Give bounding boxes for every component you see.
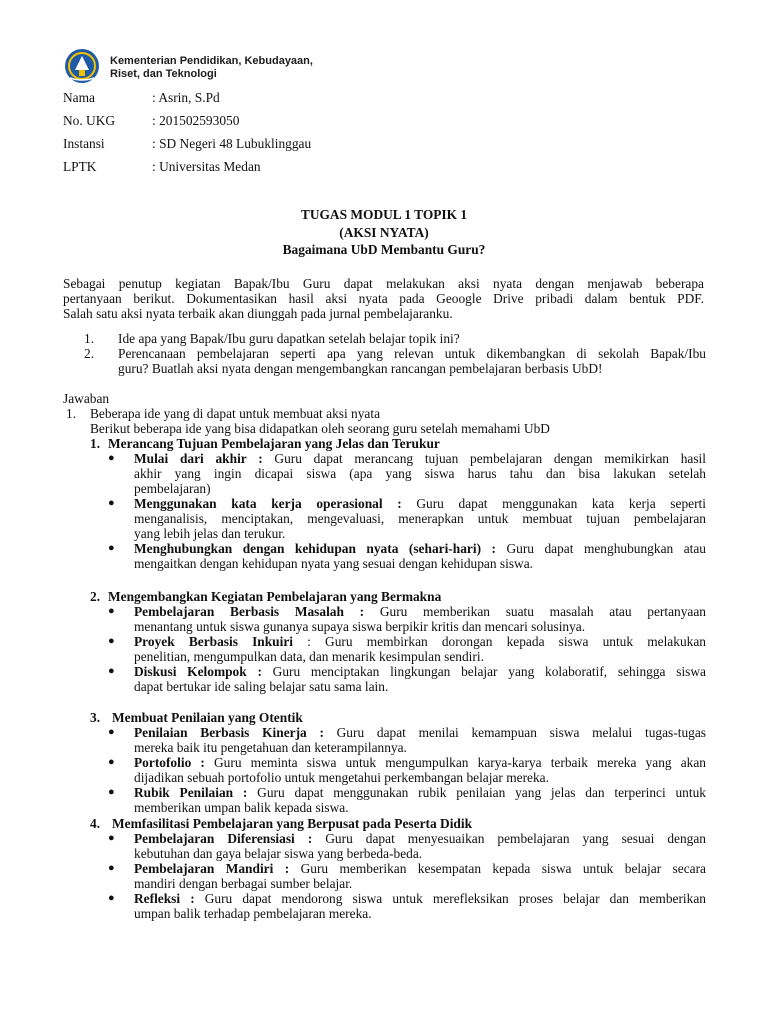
identity-key: Nama xyxy=(63,90,95,105)
bullet-icon: ● xyxy=(108,452,115,464)
bullet-icon: ● xyxy=(108,635,115,647)
question-list xyxy=(84,331,706,376)
kemendikbud-logo xyxy=(62,48,102,84)
title-line-3: Bagaimana UbD Membantu Guru? xyxy=(282,242,486,257)
section-title: Mengembangkan Kegiatan Pembelajaran yang Bermakna xyxy=(108,589,442,604)
bullet-icon: ● xyxy=(108,605,115,617)
list-item xyxy=(108,664,706,694)
intro-line: pertanyaan berikut. Dokumentasikan hasil aksi nyata pada Geoogle Drive pribadi dalam bentuk PDF. xyxy=(63,291,704,306)
bullet-term: Diskusi Kelompok : xyxy=(134,664,262,679)
bullet-text: penelitian, mengumpulkan data, dan menarik kesimpulan sendiri. xyxy=(134,649,484,664)
bullet-list xyxy=(108,604,706,694)
intro-paragraph xyxy=(63,276,704,321)
bullet-text: Guru dapat mendorong siswa untuk merefleksikan proses belajar dan memberikan xyxy=(194,891,706,906)
answer-label: Jawaban xyxy=(63,391,110,406)
identity-row xyxy=(63,90,311,113)
bullet-term: Pembelajaran Berbasis Masalah : xyxy=(134,604,365,619)
identity-table xyxy=(63,90,311,182)
answer-text: Beberapa ide yang di dapat untuk membuat aksi nyata xyxy=(90,406,381,421)
bullet-term: Penilaian Berbasis Kinerja : xyxy=(134,725,324,740)
ministry-line-1: Kementerian Pendidikan, Kebudayaan, xyxy=(110,55,313,67)
section-title: Merancang Tujuan Pembelajaran yang Jelas dan Terukur xyxy=(108,436,440,451)
identity-key: LPTK xyxy=(63,159,97,174)
bullet-list xyxy=(108,725,706,815)
intro-line: Salah satu aksi nyata terbaik akan diunggah pada jurnal pembelajaranku. xyxy=(63,306,453,321)
section-number: 3. xyxy=(90,710,101,725)
list-item xyxy=(108,725,706,755)
identity-row xyxy=(63,113,311,136)
section-number: 4. xyxy=(90,816,101,831)
question-number: 1. xyxy=(84,331,95,346)
bullet-text: Guru memberikan kesempatan kepada siswa untuk belajar secara xyxy=(289,861,707,876)
section-heading xyxy=(90,436,440,451)
list-item xyxy=(108,496,706,541)
bullet-text: akhir yang ingin dicapai siswa (apa yang siswa harus tahu dan bisa lakukan setelah xyxy=(134,466,706,481)
list-item xyxy=(108,541,706,571)
identity-row xyxy=(63,159,311,182)
section-number: 1. xyxy=(90,436,101,451)
bullet-icon: ● xyxy=(108,786,115,798)
identity-value: : Asrin, S.Pd xyxy=(152,90,220,105)
section-heading xyxy=(90,710,303,725)
section-title: Membuat Penilaian yang Otentik xyxy=(112,710,303,725)
list-item xyxy=(108,891,706,921)
bullet-text: Guru dapat menggunakan rubik penilaian yang jelas dan terperinci untuk xyxy=(247,785,706,800)
answer-number: 1. xyxy=(66,406,77,421)
question-text: Perencanaan pembelajaran seperti apa yang relevan untuk dikembangkan di sekolah Bapak/Ibu xyxy=(118,346,706,361)
bullet-term: Menggunakan kata kerja operasional : xyxy=(134,496,402,511)
bullet-text: pembelajaran) xyxy=(134,481,211,496)
bullet-icon: ● xyxy=(108,665,115,677)
bullet-icon: ● xyxy=(108,832,115,844)
bullet-text: Guru memberikan suatu masalah atau pertanyaan xyxy=(364,604,706,619)
bullet-text: yang lebih jelas dan terukur. xyxy=(134,526,286,541)
document-title xyxy=(0,207,768,260)
bullet-term: Mulai dari akhir : xyxy=(134,451,263,466)
section-heading xyxy=(90,589,441,604)
question-number: 2. xyxy=(84,346,95,361)
bullet-term: Pembelajaran Diferensiasi : xyxy=(134,831,313,846)
bullet-term: Pembelajaran Mandiri : xyxy=(134,861,290,876)
bullet-text: Guru menciptakan lingkungan belajar yang kolaboratif, sehingga siswa xyxy=(261,664,706,679)
bullet-list xyxy=(108,831,706,921)
bullet-text: memberikan umpan balik kepada siswa. xyxy=(134,800,349,815)
intro-line: Sebagai penutup kegiatan Bapak/Ibu Guru dapat melakukan aksi nyata dengan menjawab beberapa xyxy=(63,276,704,291)
bullet-icon: ● xyxy=(108,756,115,768)
bullet-icon: ● xyxy=(108,862,115,874)
identity-key: Instansi xyxy=(63,136,105,151)
question-item xyxy=(84,346,706,376)
bullet-text: Guru dapat menilai kemampuan siswa melalui tugas-tugas xyxy=(323,725,706,740)
list-item xyxy=(108,634,706,664)
bullet-text: Guru dapat merancang tujuan pembelajaran dengan memikirkan hasil xyxy=(262,451,706,466)
bullet-icon: ● xyxy=(108,892,115,904)
answer-item xyxy=(66,406,380,421)
bullet-text: Guru dapat menggunakan kata kerja seperti xyxy=(401,496,706,511)
section-number: 2. xyxy=(90,589,101,604)
list-item xyxy=(108,755,706,785)
bullet-text: menganalisis, menciptakan, mengevaluasi, menerapkan untuk membuat tujuan pembelajaran xyxy=(134,511,706,526)
question-item xyxy=(84,331,706,346)
bullet-term: Rubik Penilaian : xyxy=(134,785,248,800)
section-heading xyxy=(90,816,472,831)
question-text: Ide apa yang Bapak/Ibu guru dapatkan setelah belajar topik ini? xyxy=(118,331,460,346)
title-line-1: TUGAS MODUL 1 TOPIK 1 xyxy=(300,207,468,222)
bullet-term: Proyek Berbasis Inkuiri xyxy=(134,634,294,649)
bullet-text: Guru dapat menyesuaikan pembelajaran yang sesuai dengan xyxy=(312,831,706,846)
title-line-2: (AKSI NYATA) xyxy=(339,224,429,240)
bullet-text: menantang untuk siswa gunanya supaya siswa berpikir kritis dan mencari solusinya. xyxy=(134,619,586,634)
list-item xyxy=(108,785,706,815)
bullet-text: dapat bertukar ide saling belajar satu sama lain. xyxy=(134,679,389,694)
bullet-icon: ● xyxy=(108,726,115,738)
bullet-text: dijadikan sebuah portofolio untuk mengetahui perkembangan belajar mereka. xyxy=(134,770,549,785)
bullet-text: umpan balik terhadap pembelajaran mereka. xyxy=(134,906,372,921)
bullet-text: mandiri dengan berbagai sumber belajar. xyxy=(134,876,353,891)
identity-key: No. UKG xyxy=(63,113,116,128)
bullet-text: mereka baik itu pengetahuan dan keterampilannya. xyxy=(134,740,407,755)
list-item xyxy=(108,451,706,496)
identity-value: : Universitas Medan xyxy=(152,159,261,174)
bullet-term: Portofolio : xyxy=(134,755,205,770)
identity-value: : 201502593050 xyxy=(152,113,240,128)
bullet-icon: ● xyxy=(108,497,115,509)
bullet-text: mengaitkan dengan kehidupan nyata yang sesuai dengan kehidupan siswa. xyxy=(134,556,533,571)
section-title: Memfasilitasi Pembelajaran yang Berpusat pada Peserta Didik xyxy=(112,816,473,831)
identity-row xyxy=(63,136,311,159)
list-item xyxy=(108,831,706,861)
bullet-text: Guru dapat menghubungkan atau xyxy=(495,541,706,556)
bullet-term: Menghubungkan dengan kehidupan nyata (sehari-hari) : xyxy=(134,541,496,556)
answer-subtext: Berikut beberapa ide yang bisa didapatkan oleh seorang guru setelah memahami UbD xyxy=(90,421,550,436)
list-item xyxy=(108,604,706,634)
identity-value: : SD Negeri 48 Lubuklinggau xyxy=(152,136,312,151)
ministry-line-2: Riset, dan Teknologi xyxy=(110,68,217,80)
question-text: guru? Buatlah aksi nyata dengan mengembangkan rancangan pembelajaran berbasis UbD! xyxy=(118,361,603,376)
bullet-icon: ● xyxy=(108,542,115,554)
ministry-name xyxy=(110,55,313,81)
bullet-text: kebutuhan dan gaya belajar siswa yang berbeda-beda. xyxy=(134,846,423,861)
bullet-text: Guru meminta siswa untuk mengumpulkan karya-karya terbaik mereka yang akan xyxy=(204,755,707,770)
bullet-term: Refleksi : xyxy=(134,891,195,906)
bullet-text: : Guru membirkan dorongan kepada siswa untuk melakukan xyxy=(293,634,706,649)
list-item xyxy=(108,861,706,891)
bullet-list xyxy=(108,451,706,571)
